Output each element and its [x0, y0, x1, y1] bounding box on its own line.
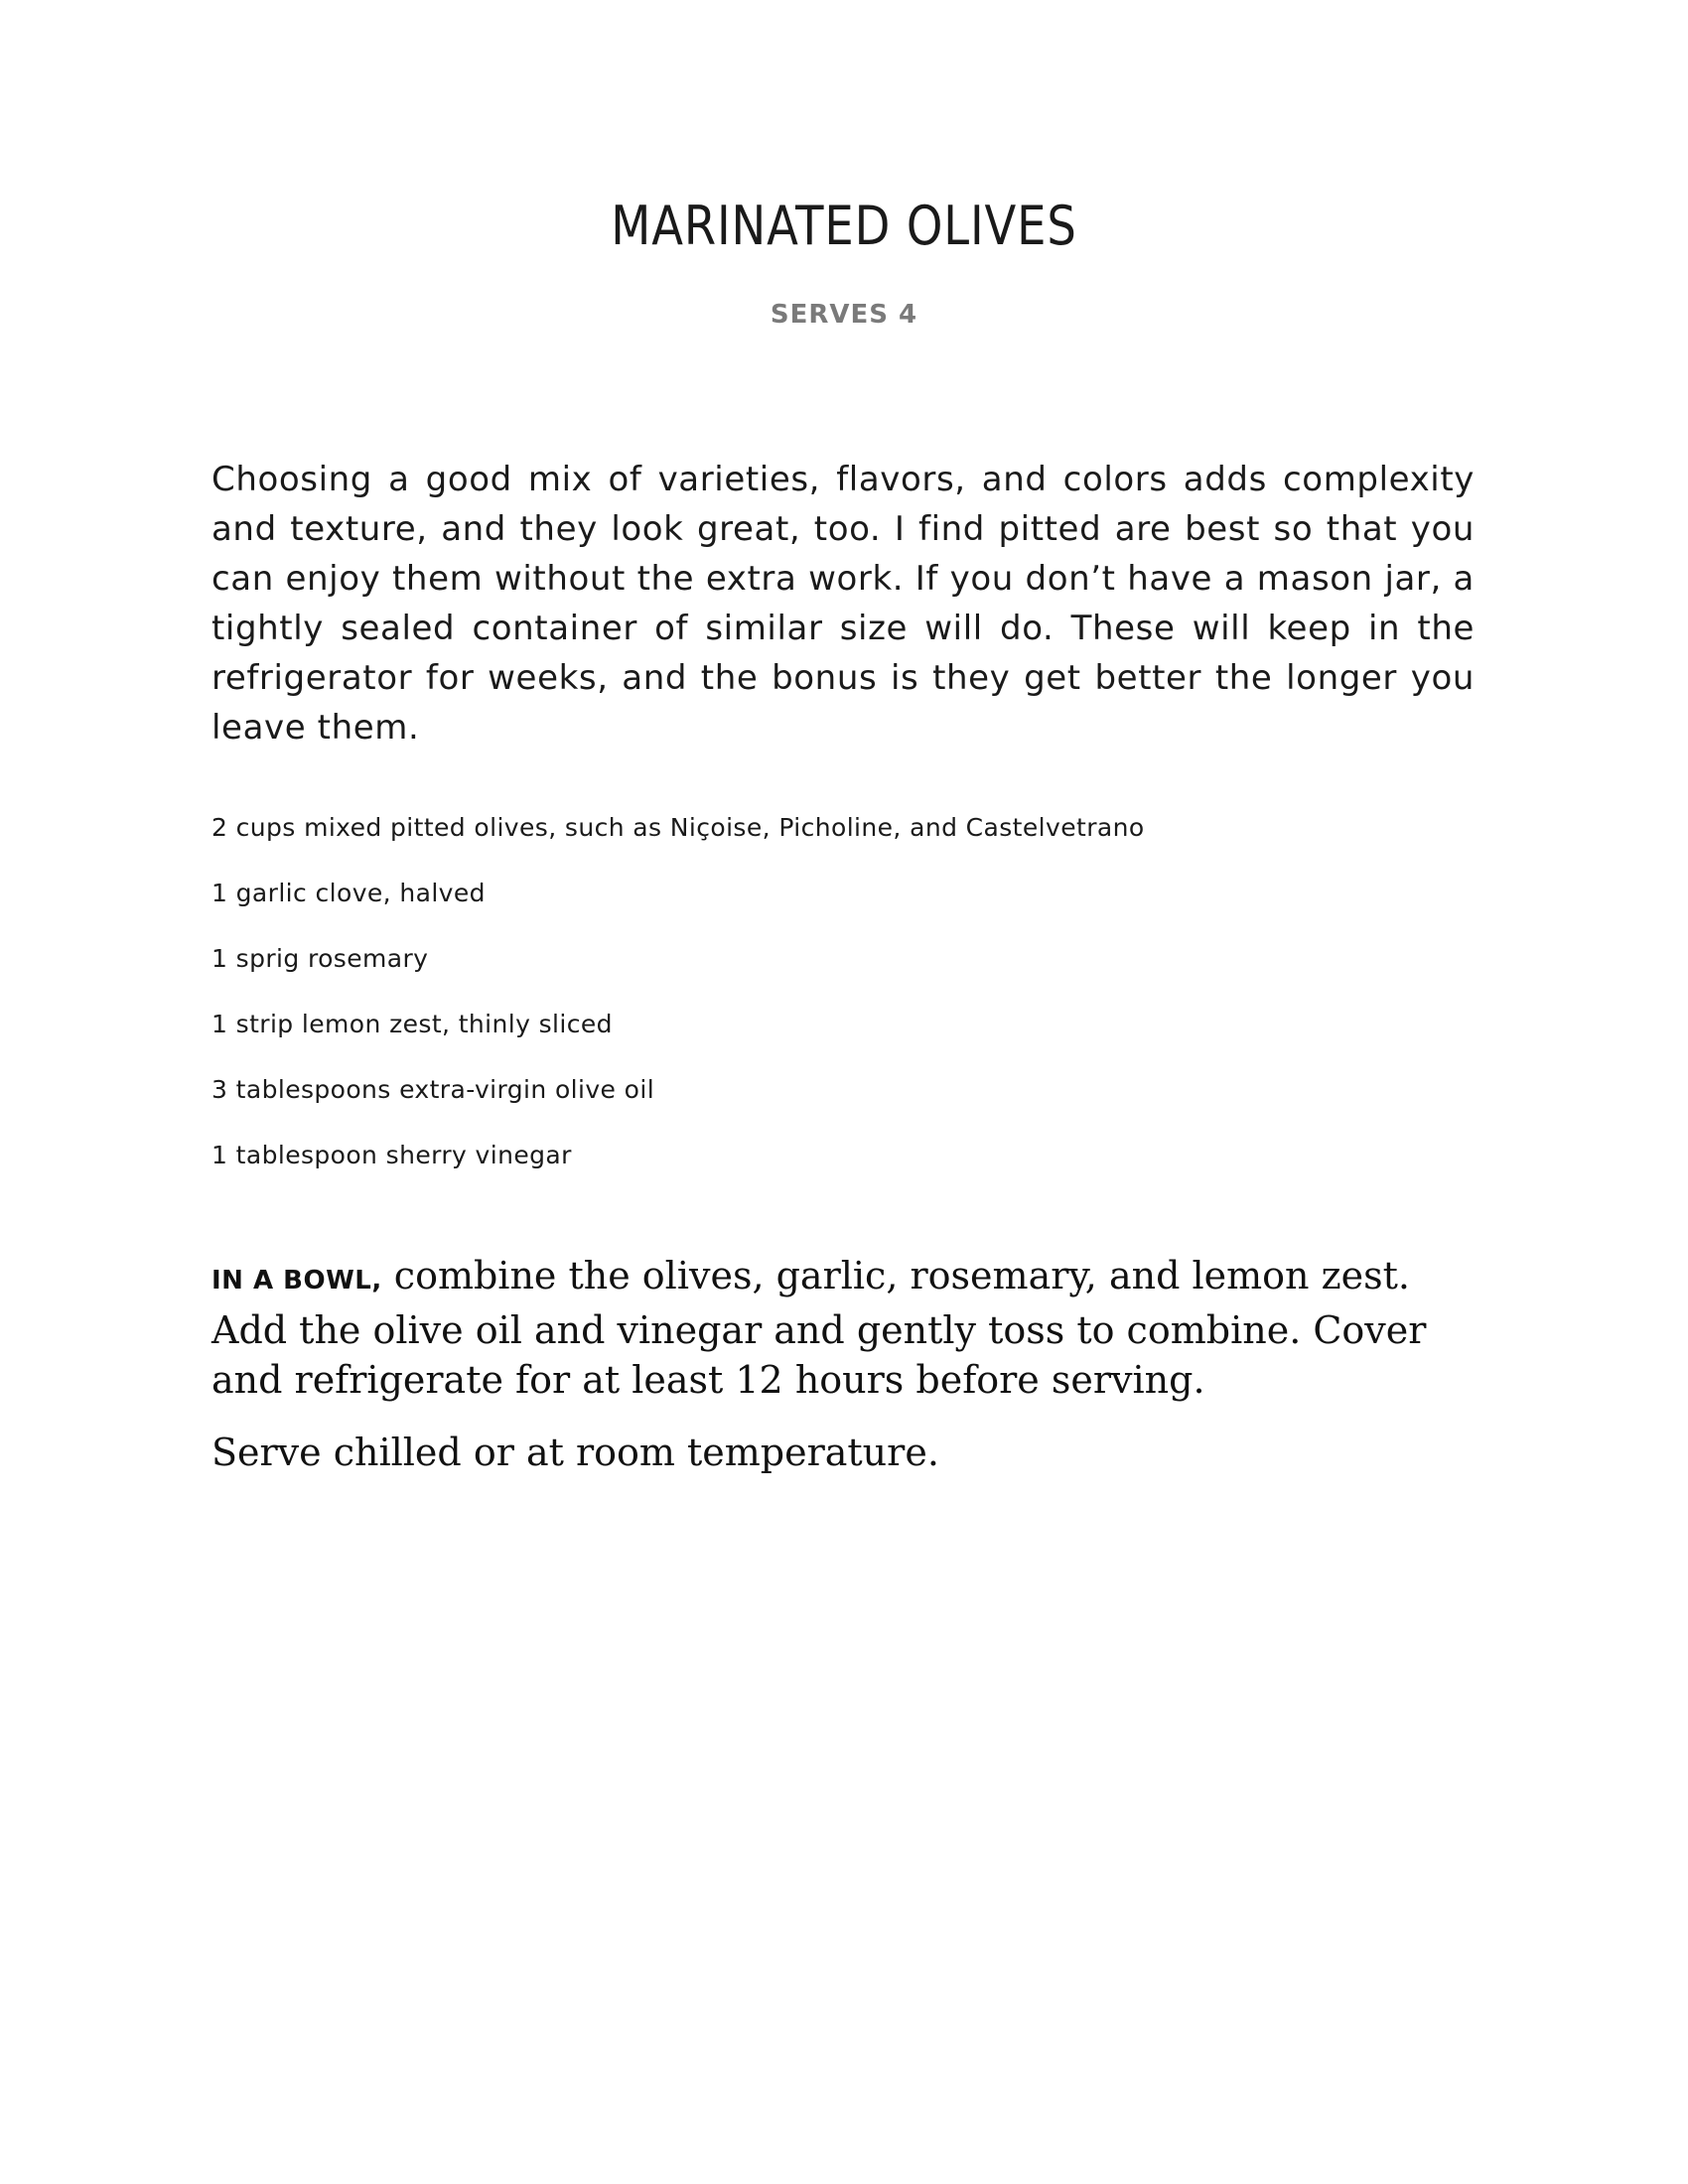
ingredient-list — [211, 810, 1475, 1203]
recipe-title: MARINATED OLIVES — [611, 195, 1077, 257]
ingredient-item: 3 tablespoons extra-virgin olive oil — [211, 1075, 655, 1104]
serve-note: Serve chilled or at room temperature. — [211, 1431, 939, 1474]
ingredient-item: 1 strip lemon zest, thinly sliced — [211, 1010, 613, 1038]
method-lead: IN A BOWL, — [211, 1266, 382, 1296]
serves-label: SERVES 4 — [770, 300, 918, 330]
method-text: combine the olives, garlic, rosemary, and lemon zest. Add the olive oil and vinegar and gently toss to combine. Cover and refrigerate for at least 12 hours before serving. — [211, 1254, 1427, 1402]
ingredient-item: 1 garlic clove, halved — [211, 879, 486, 907]
recipe-intro: Choosing a good mix of varieties, flavors, and colors adds complexity and texture, and they look great, too. I find pitted are best so that you can enjoy them without the extra work. If you don’t have a mason jar, a tightly sealed container of similar size will do. These will keep in the refrigerator for weeks, and the bonus is they get better the longer you leave them. — [211, 460, 1475, 748]
method-step — [211, 1251, 1475, 1405]
ingredient-item: 1 tablespoon sherry vinegar — [211, 1141, 572, 1169]
ingredient-item: 2 cups mixed pitted olives, such as Niçoise, Picholine, and Castelvetrano — [211, 813, 1145, 842]
ingredient-item: 1 sprig rosemary — [211, 944, 429, 973]
